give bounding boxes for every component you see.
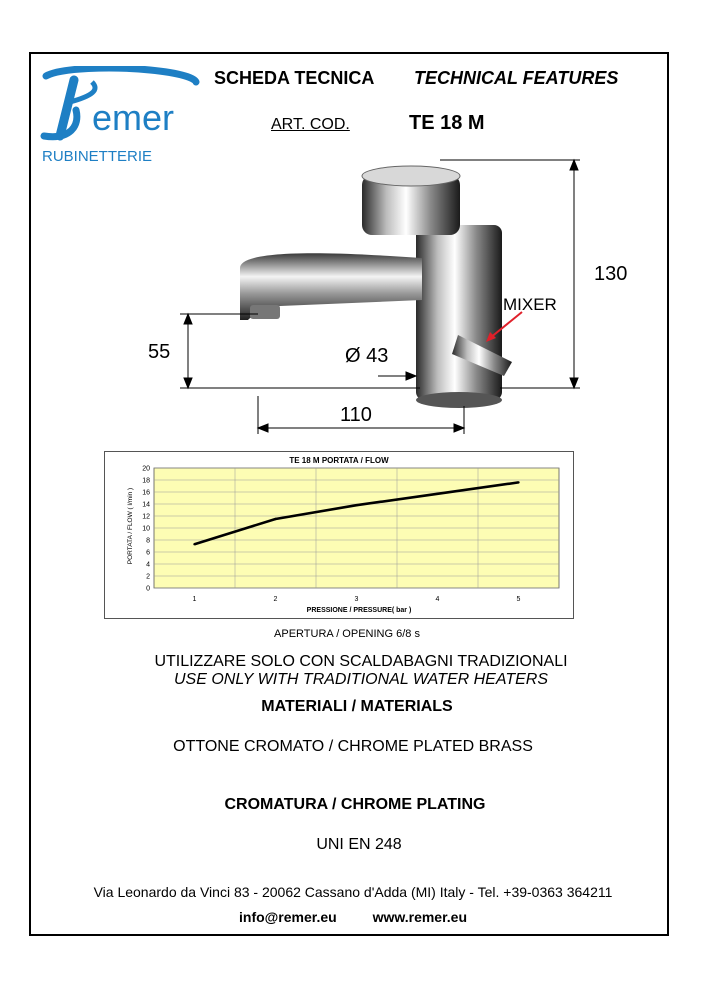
flow-data-point <box>436 493 438 495</box>
materials-value: OTTONE CROMATO / CHROME PLATED BRASS <box>173 738 533 755</box>
plating-title: CROMATURA / CHROME PLATING <box>224 796 486 813</box>
logo-subtitle: RUBINETTERIE <box>42 148 153 165</box>
y-tick-label: 20 <box>142 465 150 473</box>
y-tick-label: 6 <box>146 549 150 557</box>
flow-chart <box>105 452 573 618</box>
y-tick-label: 16 <box>142 489 150 497</box>
x-tick-label: 5 <box>516 596 521 603</box>
notice-english: USE ONLY WITH TRADITIONAL WATER HEATERS <box>174 671 548 688</box>
y-tick-label: 14 <box>142 501 150 509</box>
plating-value: UNI EN 248 <box>316 836 402 853</box>
article-code: TE 18 M <box>409 112 485 134</box>
y-tick-label: 0 <box>146 585 150 593</box>
logo-wordmark: emer <box>92 97 175 138</box>
flow-data-point <box>355 504 357 506</box>
y-axis-label: PORTATA / FLOW ( l/min ) <box>127 487 134 565</box>
y-tick-label: 8 <box>146 537 150 545</box>
height-dimension: 130 <box>594 263 628 285</box>
y-tick-label: 10 <box>142 525 150 533</box>
diameter-dimension: Ø 43 <box>345 345 389 367</box>
y-tick-label: 12 <box>142 513 150 521</box>
materials-title: MATERIALI / MATERIALS <box>261 698 453 715</box>
flow-chart-panel <box>104 451 574 619</box>
tap-body <box>240 166 512 408</box>
x-tick-label: 1 <box>192 596 197 603</box>
flow-data-point <box>193 543 195 545</box>
company-address: Via Leonardo da Vinci 83 - 20062 Cassano d'Adda (MI) Italy - Tel. +39-0363 364211 <box>93 884 613 900</box>
title-english: TECHNICAL FEATURES <box>414 68 619 88</box>
x-axis-label: PRESSIONE / PRESSURE( bar ) <box>306 607 412 614</box>
x-tick-label: 2 <box>273 596 278 603</box>
flow-data-point <box>274 518 276 520</box>
article-code-label: ART. COD. <box>271 116 350 133</box>
flow-data-point <box>517 481 519 483</box>
y-tick-label: 4 <box>146 561 150 569</box>
depth-dimension: 110 <box>340 404 372 426</box>
y-tick-label: 18 <box>142 477 150 485</box>
spout-height-dimension: 55 <box>148 341 171 363</box>
email-link[interactable]: info@remer.eu <box>239 909 337 925</box>
website-link[interactable]: www.remer.eu <box>372 909 467 925</box>
title-italian: SCHEDA TECNICA <box>214 68 375 88</box>
chart-title: TE 18 M PORTATA / FLOW <box>289 456 389 465</box>
notice-italian: UTILIZZARE SOLO CON SCALDABAGNI TRADIZIONALI <box>154 653 568 670</box>
x-tick-label: 3 <box>354 596 359 603</box>
opening-time: APERTURA / OPENING 6/8 s <box>274 628 420 640</box>
mixer-label: MIXER <box>503 295 557 314</box>
x-tick-label: 4 <box>435 596 440 603</box>
contact-line <box>0 909 706 925</box>
y-tick-label: 2 <box>146 573 150 581</box>
